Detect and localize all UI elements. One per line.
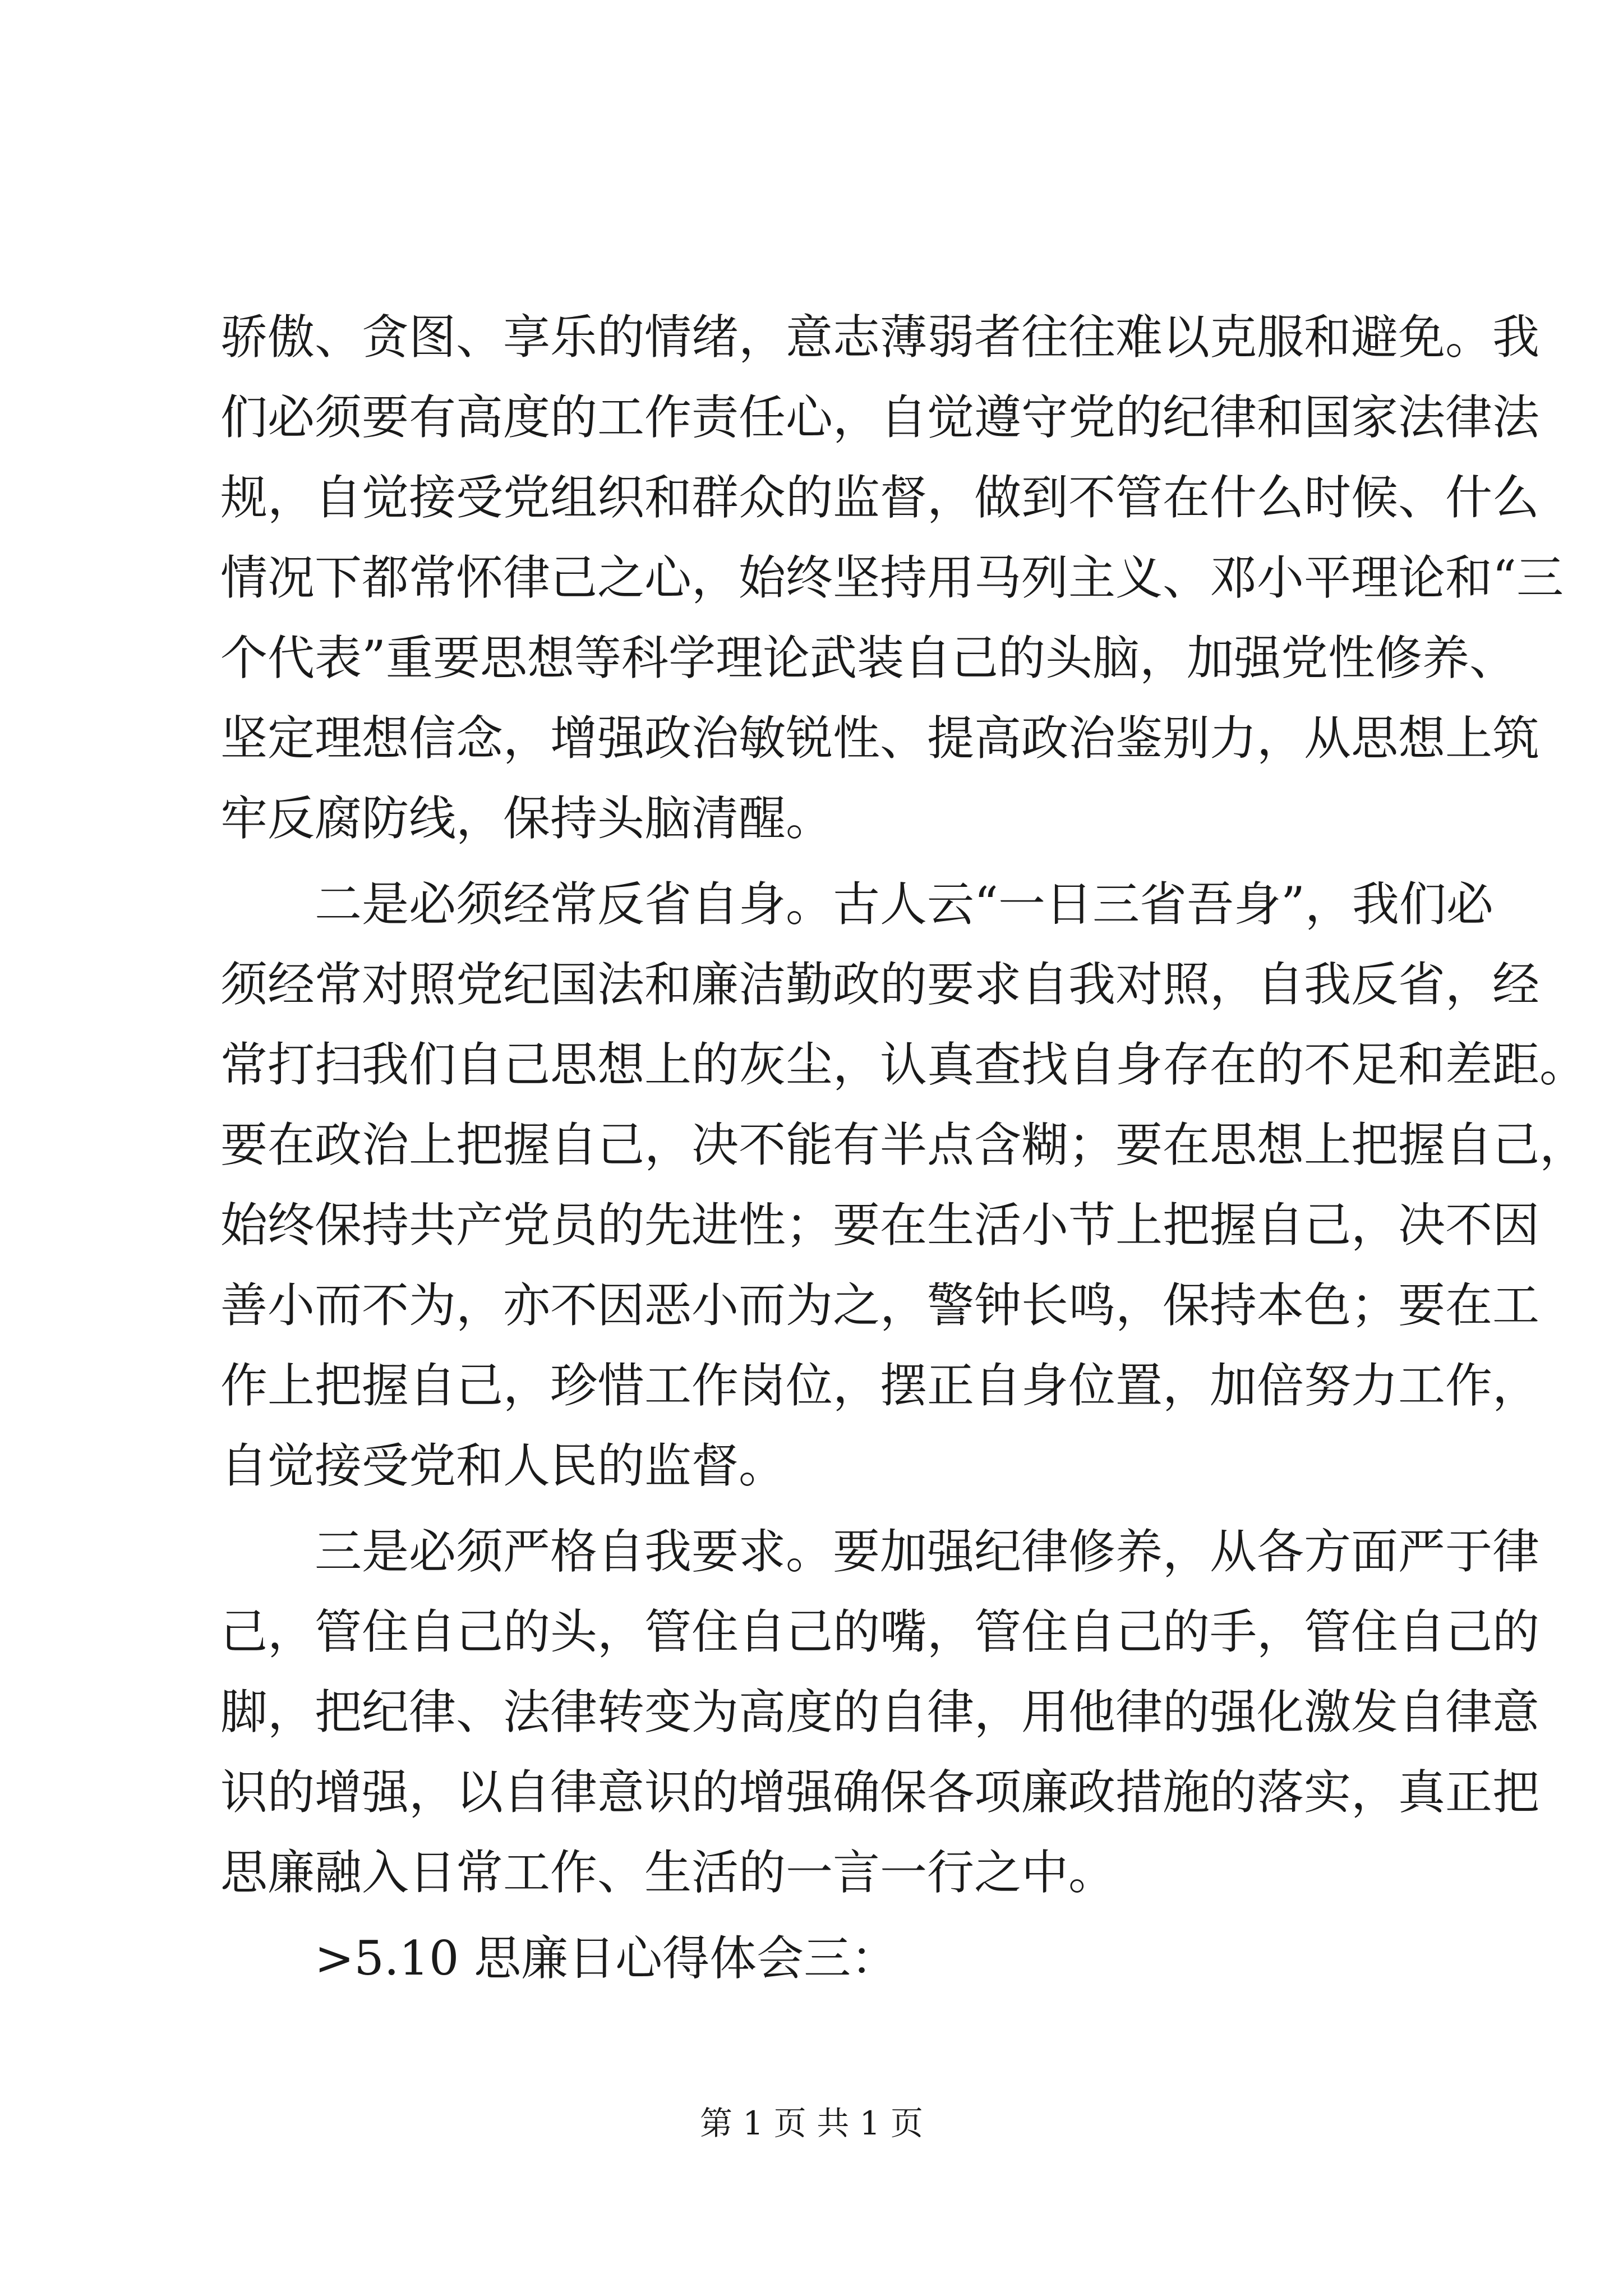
text-line: 情况下都常怀律己之心，始终坚持用马列主义、邓小平理论和“三 xyxy=(220,550,1564,605)
section-heading xyxy=(220,1918,1443,1999)
text-line: 思廉融入日常工作、生活的一言一行之中。 xyxy=(220,1845,1116,1900)
paragraph-1 xyxy=(220,297,1564,859)
paragraph-3 xyxy=(220,1512,1540,1913)
text-line: 三是必须严格自我要求。要加强纪律修养，从各方面严于律 xyxy=(315,1524,1540,1579)
text-line: 骄傲、贪图、享乐的情绪，意志薄弱者往往难以克服和避免。我 xyxy=(220,310,1540,365)
text-line: 自觉接受党和人民的监督。 xyxy=(220,1438,786,1493)
text-line: 善小而不为，亦不因恶小而为之，警钟长鸣，保持本色；要在工 xyxy=(220,1278,1540,1333)
text-line: 牢反腐防线，保持头脑清醒。 xyxy=(220,791,833,846)
text-line: 须经常对照党纪国法和廉洁勤政的要求自我对照，自我反省，经 xyxy=(220,957,1540,1012)
text-line: 常打扫我们自己思想上的灰尘，认真查找自身存在的不足和差距。 xyxy=(220,1037,1587,1092)
text-line: 识的增强，以自律意识的增强确保各项廉政措施的落实，真正把 xyxy=(220,1765,1540,1820)
page-footer: 第 1 页 共 1 页 xyxy=(700,2104,923,2142)
text-line: 二是必须经常反省自身。古人云“一日三省吾身”，我们必 xyxy=(315,877,1493,932)
text-line: 个代表”重要思想等科学理论武装自己的头脑，加强党性修养、 xyxy=(220,631,1516,685)
text-line: 坚定理想信念，增强政治敏锐性、提高政治鉴别力，从思想上筑 xyxy=(220,711,1540,766)
text-line: 规，自觉接受党组织和群众的监督，做到不管在什么时候、什么 xyxy=(220,470,1540,525)
text-line: 们必须要有高度的工作责任心，自觉遵守党的纪律和国家法律法 xyxy=(220,390,1540,445)
text-line: 己，管住自己的头，管住自己的嘴，管住自己的手，管住自己的 xyxy=(220,1604,1540,1659)
text-line: 要在政治上把握自己，决不能有半点含糊；要在思想上把握自己， xyxy=(220,1117,1587,1172)
text-line: 脚，把纪律、法律转变为高度的自律，用他律的强化激发自律意 xyxy=(220,1685,1540,1740)
paragraph-2 xyxy=(220,864,1587,1506)
text-line: 始终保持共产党员的先进性；要在生活小节上把握自己，决不因 xyxy=(220,1198,1540,1253)
text-line: >5.10 思廉日心得体会三： xyxy=(315,1931,898,1986)
text-line: 作上把握自己，珍惜工作岗位，摆正自身位置，加倍努力工作， xyxy=(220,1358,1540,1413)
body-text xyxy=(220,297,1587,1999)
